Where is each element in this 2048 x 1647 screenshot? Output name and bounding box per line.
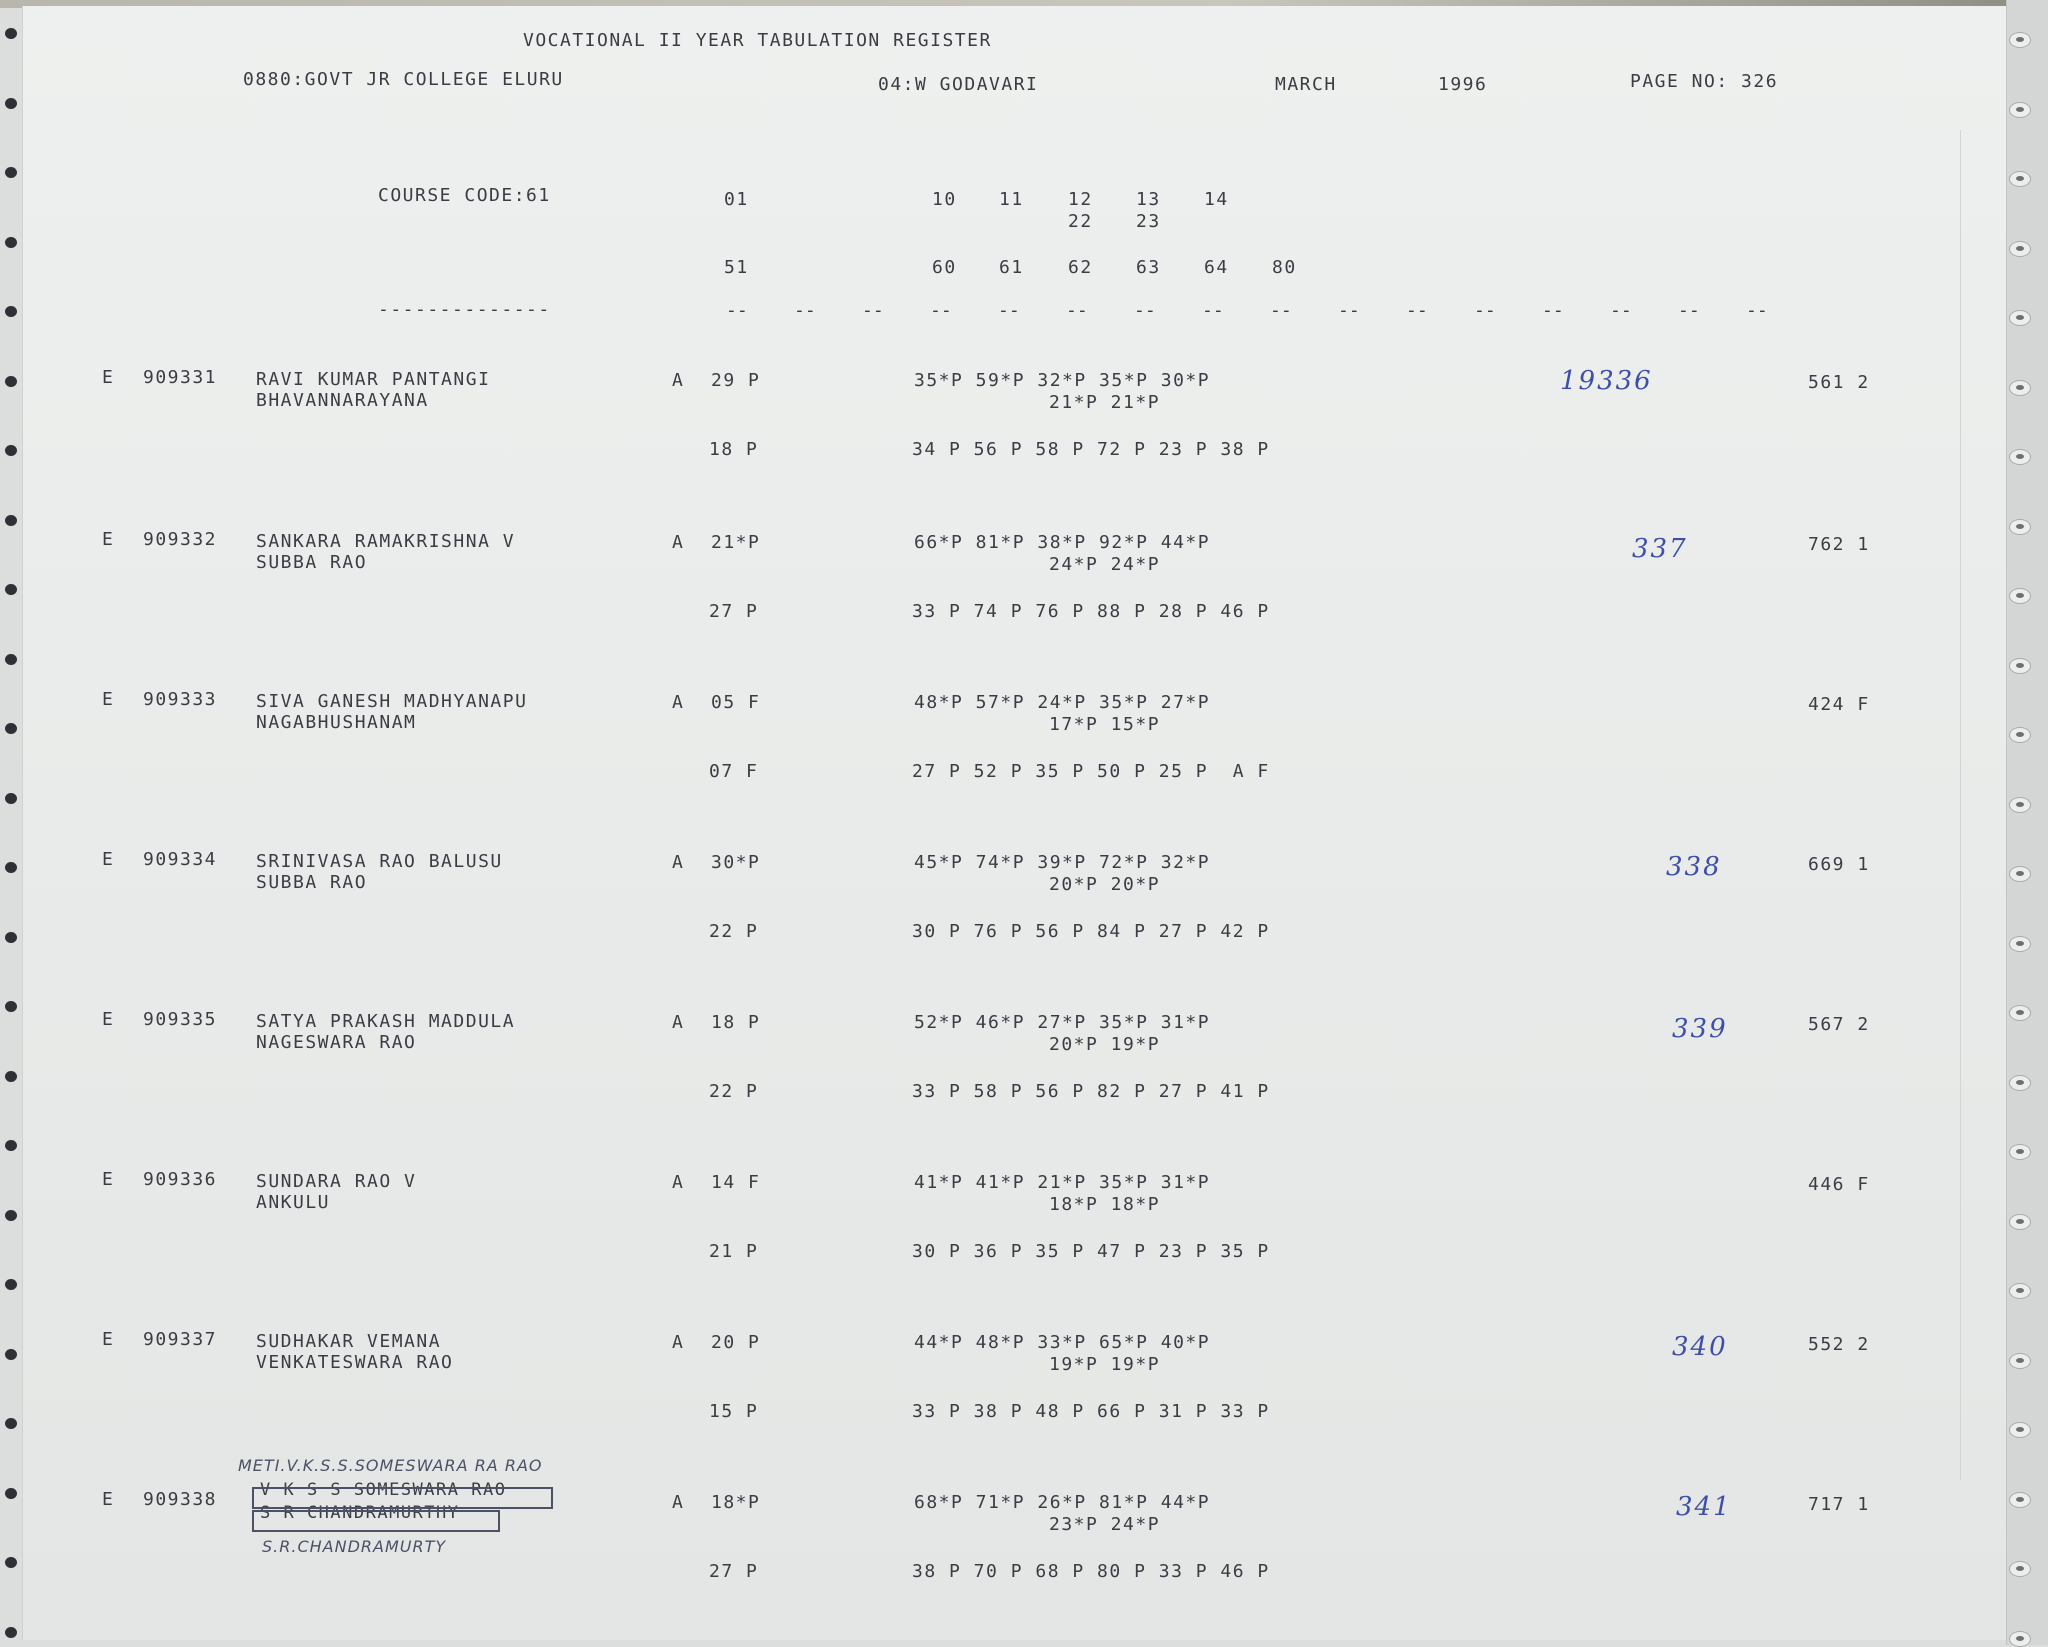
sprocket-hole (5, 584, 17, 595)
hall-ticket-number: 909332 (143, 529, 218, 550)
subject-code: 14 (1204, 189, 1229, 210)
column-separator: -- (998, 300, 1020, 321)
handwritten-serial-number: 338 (1666, 852, 1722, 882)
column-separator: -- (1746, 300, 1768, 321)
sprocket-hole (5, 932, 17, 943)
subject-code: 80 (1272, 257, 1297, 278)
sprocket-hole (5, 654, 17, 665)
grand-total-division: 424 F (1808, 694, 1870, 715)
first-year-part2-mark: 27 P (709, 601, 759, 622)
sprocket-hole (2009, 32, 2031, 48)
grand-total-division: 567 2 (1808, 1014, 1870, 1035)
student-name: SRINIVASA RAO BALUSU (256, 851, 503, 872)
sprocket-hole (5, 237, 17, 248)
handwritten-serial-number: 19336 (1560, 366, 1653, 396)
sprocket-hole (5, 306, 17, 317)
sprocket-hole (5, 1279, 17, 1290)
attendance-code: A (672, 852, 685, 873)
sprocket-hole (2009, 519, 2031, 535)
grand-total-division: 669 1 (1808, 854, 1870, 875)
father-name: NAGESWARA RAO (256, 1032, 417, 1053)
column-separator: -- (1406, 300, 1428, 321)
second-year-marks-sub: 18*P 18*P (1049, 1194, 1161, 1215)
hall-ticket-number: 909333 (143, 689, 218, 710)
sprocket-hole (5, 723, 17, 734)
sprocket-hole (5, 1627, 17, 1638)
subject-code: 13 (1136, 189, 1161, 210)
first-year-mark: 21*P (711, 532, 761, 553)
sprocket-hole (5, 28, 17, 39)
subject-code-sub: 22 (1068, 211, 1093, 232)
attendance-code: A (672, 1012, 685, 1033)
sprocket-hole (2009, 1144, 2031, 1160)
second-year-marks: 35*P 59*P 32*P 35*P 30*P (914, 370, 1211, 391)
sprocket-hole (2009, 727, 2031, 743)
grand-total-division: 717 1 (1808, 1494, 1870, 1515)
father-name: SUBBA RAO (256, 872, 368, 893)
sprocket-hole (2009, 380, 2031, 396)
part2-marks: 33 P 38 P 48 P 66 P 31 P 33 P (912, 1401, 1270, 1422)
attendance-code: A (672, 532, 685, 553)
first-year-mark: 14 F (711, 1172, 761, 1193)
column-separator: -- (1270, 300, 1292, 321)
sprocket-hole (2009, 1353, 2031, 1369)
first-year-mark: 18*P (711, 1492, 761, 1513)
hall-ticket-number: 909338 (143, 1489, 218, 1510)
subject-code: 60 (932, 257, 957, 278)
handwritten-name-correction: METI.V.K.S.S.SOMESWARA RA RAO (238, 1456, 543, 1475)
second-year-marks-sub: 24*P 24*P (1049, 554, 1161, 575)
sprocket-hole (5, 1349, 17, 1360)
sprocket-hole (2009, 1075, 2031, 1091)
part2-marks: 30 P 76 P 56 P 84 P 27 P 42 P (912, 921, 1270, 942)
sprocket-hole (2009, 171, 2031, 187)
first-year-mark: 05 F (711, 692, 761, 713)
subject-code: 61 (999, 257, 1024, 278)
second-year-marks-sub: 20*P 19*P (1049, 1034, 1161, 1055)
part2-marks: 34 P 56 P 58 P 72 P 23 P 38 P (912, 439, 1270, 460)
sprocket-hole (2009, 1005, 2031, 1021)
first-year-part2-mark: 22 P (709, 1081, 759, 1102)
father-name: VENKATESWARA RAO (256, 1352, 454, 1373)
sprocket-hole (2009, 797, 2031, 813)
subject-code: 11 (999, 189, 1024, 210)
column-separator: -- (1202, 300, 1224, 321)
handwritten-serial-number: 340 (1672, 1332, 1728, 1362)
sprocket-hole (2009, 1283, 2031, 1299)
sprocket-hole (5, 167, 17, 178)
second-year-marks: 68*P 71*P 26*P 81*P 44*P (914, 1492, 1211, 1513)
first-year-part2-mark: 07 F (709, 761, 759, 782)
sprocket-hole (2009, 102, 2031, 118)
grand-total-division: 552 2 (1808, 1334, 1870, 1355)
struck-father-box (252, 1510, 500, 1532)
column-separator: -- (930, 300, 952, 321)
sprocket-hole (2009, 936, 2031, 952)
handwritten-father-correction: S.R.CHANDRAMURTY (262, 1537, 447, 1556)
part2-marks: 30 P 36 P 35 P 47 P 23 P 35 P (912, 1241, 1270, 1262)
second-year-marks-sub: 21*P 21*P (1049, 392, 1161, 413)
hall-ticket-number: 909331 (143, 367, 218, 388)
sprocket-hole (2009, 1631, 2031, 1647)
column-separator: -- (862, 300, 884, 321)
second-year-marks: 45*P 74*P 39*P 72*P 32*P (914, 852, 1211, 873)
exam-year: 1996 (1438, 74, 1488, 95)
sprocket-hole (2009, 449, 2031, 465)
column-separator: -- (1474, 300, 1496, 321)
attendance-code: A (672, 370, 685, 391)
column-separator: -- (1678, 300, 1700, 321)
column-separator: -- (794, 300, 816, 321)
hall-ticket-number: 909337 (143, 1329, 218, 1350)
attendance-code: A (672, 1172, 685, 1193)
exam-type: E (102, 367, 115, 388)
first-year-part2-mark: 27 P (709, 1561, 759, 1582)
exam-type: E (102, 1489, 115, 1510)
second-year-marks-sub: 20*P 20*P (1049, 874, 1161, 895)
first-year-mark: 18 P (711, 1012, 761, 1033)
college-name: 0880:GOVT JR COLLEGE ELURU (243, 69, 564, 90)
sprocket-hole (5, 515, 17, 526)
sprocket-hole (5, 376, 17, 387)
student-name: SUDHAKAR VEMANA (256, 1331, 442, 1352)
subject-code: 64 (1204, 257, 1229, 278)
sprocket-hole (5, 1001, 17, 1012)
father-name: ANKULU (256, 1192, 331, 1213)
hall-ticket-number: 909336 (143, 1169, 218, 1190)
first-year-part2-mark: 18 P (709, 439, 759, 460)
student-name: RAVI KUMAR PANTANGI (256, 369, 491, 390)
exam-type: E (102, 529, 115, 550)
course-code-label: COURSE CODE:61 (378, 185, 551, 206)
subject-code: 63 (1136, 257, 1161, 278)
sprocket-hole (5, 445, 17, 456)
sprocket-hole (2009, 1422, 2031, 1438)
sprocket-hole (5, 1071, 17, 1082)
attendance-code: A (672, 1332, 685, 1353)
father-name: BHAVANNARAYANA (256, 390, 429, 411)
exam-type: E (102, 1329, 115, 1350)
subject-code: 10 (932, 189, 957, 210)
student-name: SIVA GANESH MADHYANAPU (256, 691, 528, 712)
first-year-mark: 20 P (711, 1332, 761, 1353)
second-year-marks-sub: 17*P 15*P (1049, 714, 1161, 735)
page-number: PAGE NO: 326 (1630, 71, 1779, 92)
first-year-part2-mark: 15 P (709, 1401, 759, 1422)
first-year-mark: 30*P (711, 852, 761, 873)
father-name: SUBBA RAO (256, 552, 368, 573)
handwritten-serial-number: 337 (1632, 534, 1688, 564)
sprocket-hole (2009, 588, 2031, 604)
first-year-part2-mark: 21 P (709, 1241, 759, 1262)
column-separator: -- (1542, 300, 1564, 321)
part2-marks: 33 P 74 P 76 P 88 P 28 P 46 P (912, 601, 1270, 622)
sprocket-hole (5, 98, 17, 109)
handwritten-serial-number: 339 (1672, 1014, 1728, 1044)
subject-code: 12 (1068, 189, 1093, 210)
sprocket-hole (5, 1140, 17, 1151)
sprocket-hole (5, 1418, 17, 1429)
sprocket-hole (5, 862, 17, 873)
student-name: SUNDARA RAO V (256, 1171, 417, 1192)
grand-total-division: 446 F (1808, 1174, 1870, 1195)
sprocket-hole (5, 1488, 17, 1499)
struck-name-box (252, 1487, 553, 1509)
sprocket-hole (2009, 1561, 2031, 1577)
bleed-through-line (1960, 130, 1961, 1480)
column-separator: -- (1134, 300, 1156, 321)
part2-marks: 38 P 70 P 68 P 80 P 33 P 46 P (912, 1561, 1270, 1582)
attendance-code: A (672, 1492, 685, 1513)
sprocket-hole (2009, 866, 2031, 882)
subject-code-sub: 23 (1136, 211, 1161, 232)
father-name: S R CHANDRAMURTHY (260, 1503, 460, 1523)
sprocket-hole (2009, 1492, 2031, 1508)
exam-type: E (102, 689, 115, 710)
subject-code: 62 (1068, 257, 1093, 278)
exam-month: MARCH (1275, 74, 1337, 95)
part2-marks: 27 P 52 P 35 P 50 P 25 P A F (912, 761, 1270, 782)
exam-type: E (102, 1009, 115, 1030)
district-name: 04:W GODAVARI (878, 74, 1039, 95)
grand-total-division: 762 1 (1808, 534, 1870, 555)
exam-type: E (102, 849, 115, 870)
hall-ticket-number: 909335 (143, 1009, 218, 1030)
sprocket-hole (2009, 310, 2031, 326)
second-year-marks: 52*P 46*P 27*P 35*P 31*P (914, 1012, 1211, 1033)
second-year-marks: 66*P 81*P 38*P 92*P 44*P (914, 532, 1211, 553)
handwritten-serial-number: 341 (1676, 1492, 1732, 1522)
second-year-marks: 48*P 57*P 24*P 35*P 27*P (914, 692, 1211, 713)
student-name: SANKARA RAMAKRISHNA V (256, 531, 516, 552)
column-separator: -- (1610, 300, 1632, 321)
student-name: SATYA PRAKASH MADDULA (256, 1011, 516, 1032)
sprocket-hole (2009, 1214, 2031, 1230)
sprocket-hole (2009, 658, 2031, 674)
subject-code: 01 (724, 189, 749, 210)
second-year-marks-sub: 19*P 19*P (1049, 1354, 1161, 1375)
register-title: VOCATIONAL II YEAR TABULATION REGISTER (523, 30, 992, 51)
part2-marks: 33 P 58 P 56 P 82 P 27 P 41 P (912, 1081, 1270, 1102)
column-separator: -- (1066, 300, 1088, 321)
second-year-marks: 44*P 48*P 33*P 65*P 40*P (914, 1332, 1211, 1353)
exam-type: E (102, 1169, 115, 1190)
grand-total-division: 561 2 (1808, 372, 1870, 393)
student-name: V K S S SOMESWARA RAO (260, 1480, 507, 1500)
second-year-marks: 41*P 41*P 21*P 35*P 31*P (914, 1172, 1211, 1193)
sprocket-hole (2009, 241, 2031, 257)
column-separator: -- (1338, 300, 1360, 321)
sprocket-hole (5, 793, 17, 804)
column-separator: -- (726, 300, 748, 321)
first-year-part2-mark: 22 P (709, 921, 759, 942)
subject-code: 51 (724, 257, 749, 278)
first-year-mark: 29 P (711, 370, 761, 391)
hall-ticket-number: 909334 (143, 849, 218, 870)
father-name: NAGABHUSHANAM (256, 712, 417, 733)
sprocket-hole (5, 1210, 17, 1221)
sprocket-hole (5, 1557, 17, 1568)
course-code-underline: -------------- (378, 299, 551, 320)
attendance-code: A (672, 692, 685, 713)
tabulation-sheet (22, 6, 2007, 1640)
second-year-marks-sub: 23*P 24*P (1049, 1514, 1161, 1535)
